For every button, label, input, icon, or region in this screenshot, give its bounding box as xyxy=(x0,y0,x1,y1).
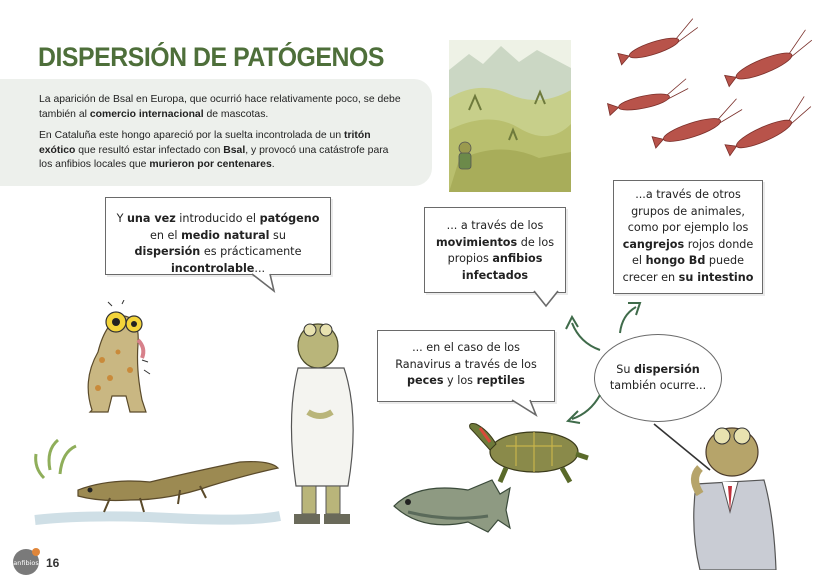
speech-bubble-ranavirus-tail xyxy=(510,399,540,419)
intro-paragraph-2: En Cataluña este hongo apareció por la suelta incontrolada de un tritón exótico que resultó estar infectado con Bsal, y provocó una catástrofe para los anfibios locales que murieron por centenares. xyxy=(39,130,389,170)
landscape-illustration xyxy=(449,40,571,192)
lecturer-frog-illustration xyxy=(650,420,780,570)
dispersion-arrows xyxy=(560,295,650,425)
anfibios-logo-icon xyxy=(8,546,44,576)
svg-text:anfibios: anfibios xyxy=(13,559,39,567)
page-number: 16 xyxy=(46,556,60,570)
speech-bubble-pathogen: Y una vez introducido el patógeno en el medio natural su dispersión es prácticamente incontrolable... xyxy=(105,197,331,275)
dispersion-oval: Su dispersión también ocurre... xyxy=(594,334,722,422)
intro-paragraph-1: La aparición de Bsal en Europa, que ocurrió hace relativamente poco, se debe también al comercio internacional de mascotas. xyxy=(39,94,401,120)
scientist-frog-illustration xyxy=(278,316,368,530)
speech-bubble-pathogen-tail xyxy=(250,273,280,293)
speech-bubble-movements-tail xyxy=(532,290,562,310)
speech-bubble-movements: ... a través de los movimientos de los propios anfibios infectados xyxy=(424,207,566,293)
crayfish-illustration xyxy=(604,18,826,170)
page-title: DISPERSIÓN DE PATÓGENOS xyxy=(38,42,384,72)
intro-panel xyxy=(0,79,432,186)
speech-bubble-crayfish: ...a través de otros grupos de animales, como por ejemplo los cangrejos rojos donde el hongo Bd puede crecer en su intestino xyxy=(613,180,763,294)
small-frog-figure xyxy=(459,142,471,169)
fish-illustration xyxy=(388,476,514,538)
newt-illustration xyxy=(30,430,290,530)
speech-bubble-ranavirus: ... en el caso de los Ranavirus a través de los peces y los reptiles xyxy=(377,330,555,402)
startled-frog-illustration xyxy=(72,300,162,418)
